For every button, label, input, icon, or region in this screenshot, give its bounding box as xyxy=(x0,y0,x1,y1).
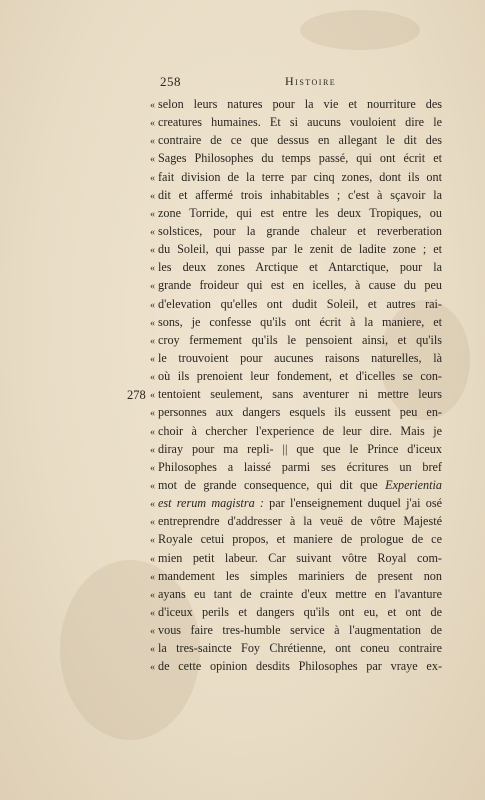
line-text: mien petit labeur. Car suivant vôtre Royal com- xyxy=(158,550,442,565)
quote-mark: « xyxy=(150,408,155,420)
text-line xyxy=(150,258,442,276)
text-line xyxy=(150,95,442,113)
line-text: les deux zones Arctique et Antarctique, pour la xyxy=(158,260,442,275)
quote-mark: « xyxy=(150,390,155,402)
line-text: solstices, pour la grande chaleur et reverberation xyxy=(158,223,442,238)
line-text: fait division de la terre par cinq zones, dont ils ont xyxy=(158,169,442,184)
line-text: de cette opinion desdits Philosophes par vraye ex- xyxy=(158,659,442,674)
line-text: personnes aux dangers esquels ils eussent peu en- xyxy=(158,405,442,420)
text-line xyxy=(150,403,442,421)
quote-mark: « xyxy=(150,607,155,619)
quote-mark: « xyxy=(150,226,155,238)
text-line xyxy=(150,149,442,167)
line-text: grande froideur qui est en icelles, à cause du peu xyxy=(158,278,442,293)
paper-stain xyxy=(300,10,420,50)
text-line xyxy=(150,313,442,331)
quote-mark: « xyxy=(150,444,155,456)
quote-mark: « xyxy=(150,517,155,529)
text-line xyxy=(150,240,442,258)
line-text: la tres-saincte Foy Chrétienne, ont coneu contraire xyxy=(158,641,442,656)
line-text: mandement les simples mariniers de present non xyxy=(158,568,442,583)
italic-phrase: Experientia xyxy=(385,477,442,492)
quote-mark: « xyxy=(150,136,155,148)
quote-mark: « xyxy=(150,589,155,601)
line-text: par l'enseignement duquel j'ai osé xyxy=(269,496,442,511)
quote-mark: « xyxy=(150,299,155,311)
line-text: tentoient seulement, sans aventurer ni mettre leurs xyxy=(158,387,442,402)
quote-mark: « xyxy=(150,263,155,275)
text-line xyxy=(150,276,442,294)
line-text: le trouvoient pour aucunes raisons naturelles, là xyxy=(158,350,442,365)
quote-mark: « xyxy=(150,335,155,347)
text-line xyxy=(150,476,442,494)
text-line xyxy=(150,621,442,639)
text-line xyxy=(150,222,442,240)
page-number: 258 xyxy=(160,74,181,89)
line-text: entreprendre d'addresser à la veuë de vôtre Majesté xyxy=(158,514,442,529)
text-line xyxy=(150,295,442,313)
line-text: du Soleil, qui passe par le zenit de ladite zone ; et xyxy=(158,242,442,257)
line-text: où ils prenoient leur fondement, et d'icelles se con- xyxy=(158,369,442,384)
text-line xyxy=(150,567,442,585)
quote-mark: « xyxy=(150,662,155,674)
quote-mark: « xyxy=(150,208,155,220)
text-line xyxy=(150,367,442,385)
margin-line-number: 278 xyxy=(127,388,146,402)
line-text: creatures humaines. Et si aucuns vouloient dire le xyxy=(158,115,442,130)
line-text: Philosophes a laissé parmi ses écritures un bref xyxy=(158,459,442,474)
text-line xyxy=(150,385,442,403)
quote-mark: « xyxy=(150,372,155,384)
text-line xyxy=(150,113,442,131)
text-line xyxy=(150,131,442,149)
quote-mark: « xyxy=(150,426,155,438)
line-text: choir à chercher l'experience de leur dire. Mais je xyxy=(158,423,442,438)
quote-mark: « xyxy=(150,317,155,329)
text-line xyxy=(150,494,442,512)
quote-mark: « xyxy=(150,100,155,111)
quote-mark: « xyxy=(150,553,155,565)
text-line xyxy=(150,168,442,186)
text-line xyxy=(150,458,442,476)
line-text: selon leurs natures pour la vie et nourriture des xyxy=(158,97,442,111)
line-text: mot de grande consequence, qui dit que xyxy=(158,477,378,492)
quote-mark: « xyxy=(150,353,155,365)
text-line xyxy=(150,639,442,657)
running-title: Histoire xyxy=(285,74,337,88)
line-text: d'elevation qu'elles ont dudit Soleil, et autres rai- xyxy=(158,296,442,311)
italic-phrase: est rerum magistra : xyxy=(158,496,264,511)
text-line xyxy=(150,186,442,204)
quote-mark: « xyxy=(150,499,155,511)
quote-mark: « xyxy=(150,480,155,492)
line-text: croy fermement qu'ils le pensoient ainsi, et qu'ils xyxy=(158,332,442,347)
line-text: vous faire tres-humble service à l'augmentation de xyxy=(158,623,442,638)
text-line xyxy=(150,530,442,548)
text-line xyxy=(150,422,442,440)
line-text: ayans eu tant de crainte d'eux mettre en l'avanture xyxy=(158,586,442,601)
line-text: Sages Philosophes du temps passé, qui ont écrit et xyxy=(158,151,442,166)
text-line xyxy=(150,512,442,530)
quote-mark: « xyxy=(150,118,155,130)
line-text: zone Torride, qui est entre les deux Tropiques, ou xyxy=(158,205,442,220)
quote-mark: « xyxy=(150,535,155,547)
line-text: diray pour ma repli- || que que le Prince d'iceux xyxy=(158,441,442,456)
text-line xyxy=(150,440,442,458)
quote-mark: « xyxy=(150,644,155,656)
line-text: dit et affermé trois inhabitables ; c'est à sçavoir la xyxy=(158,187,442,202)
quote-mark: « xyxy=(150,281,155,293)
line-text: Royale cetui propos, et maniere de prologue de ce xyxy=(158,532,442,547)
line-text: contraire de ce que dessus en allegant le dit des xyxy=(158,133,442,148)
quote-mark: « xyxy=(150,462,155,474)
quote-mark: « xyxy=(150,190,155,202)
text-line xyxy=(150,657,442,675)
text-line xyxy=(150,603,442,621)
quote-mark: « xyxy=(150,172,155,184)
text-line xyxy=(150,585,442,603)
body-text xyxy=(150,95,442,676)
text-line xyxy=(150,204,442,222)
quote-mark: « xyxy=(150,154,155,166)
text-line xyxy=(150,349,442,367)
quote-mark: « xyxy=(150,626,155,638)
text-line xyxy=(150,331,442,349)
line-text: d'iceux perils et dangers qu'ils ont eu, et ont de xyxy=(158,604,442,619)
page-header xyxy=(160,74,450,92)
quote-mark: « xyxy=(150,571,155,583)
quote-mark: « xyxy=(150,245,155,257)
text-line xyxy=(150,549,442,567)
line-text: sons, je confesse qu'ils ont écrit à la maniere, et xyxy=(158,314,442,329)
